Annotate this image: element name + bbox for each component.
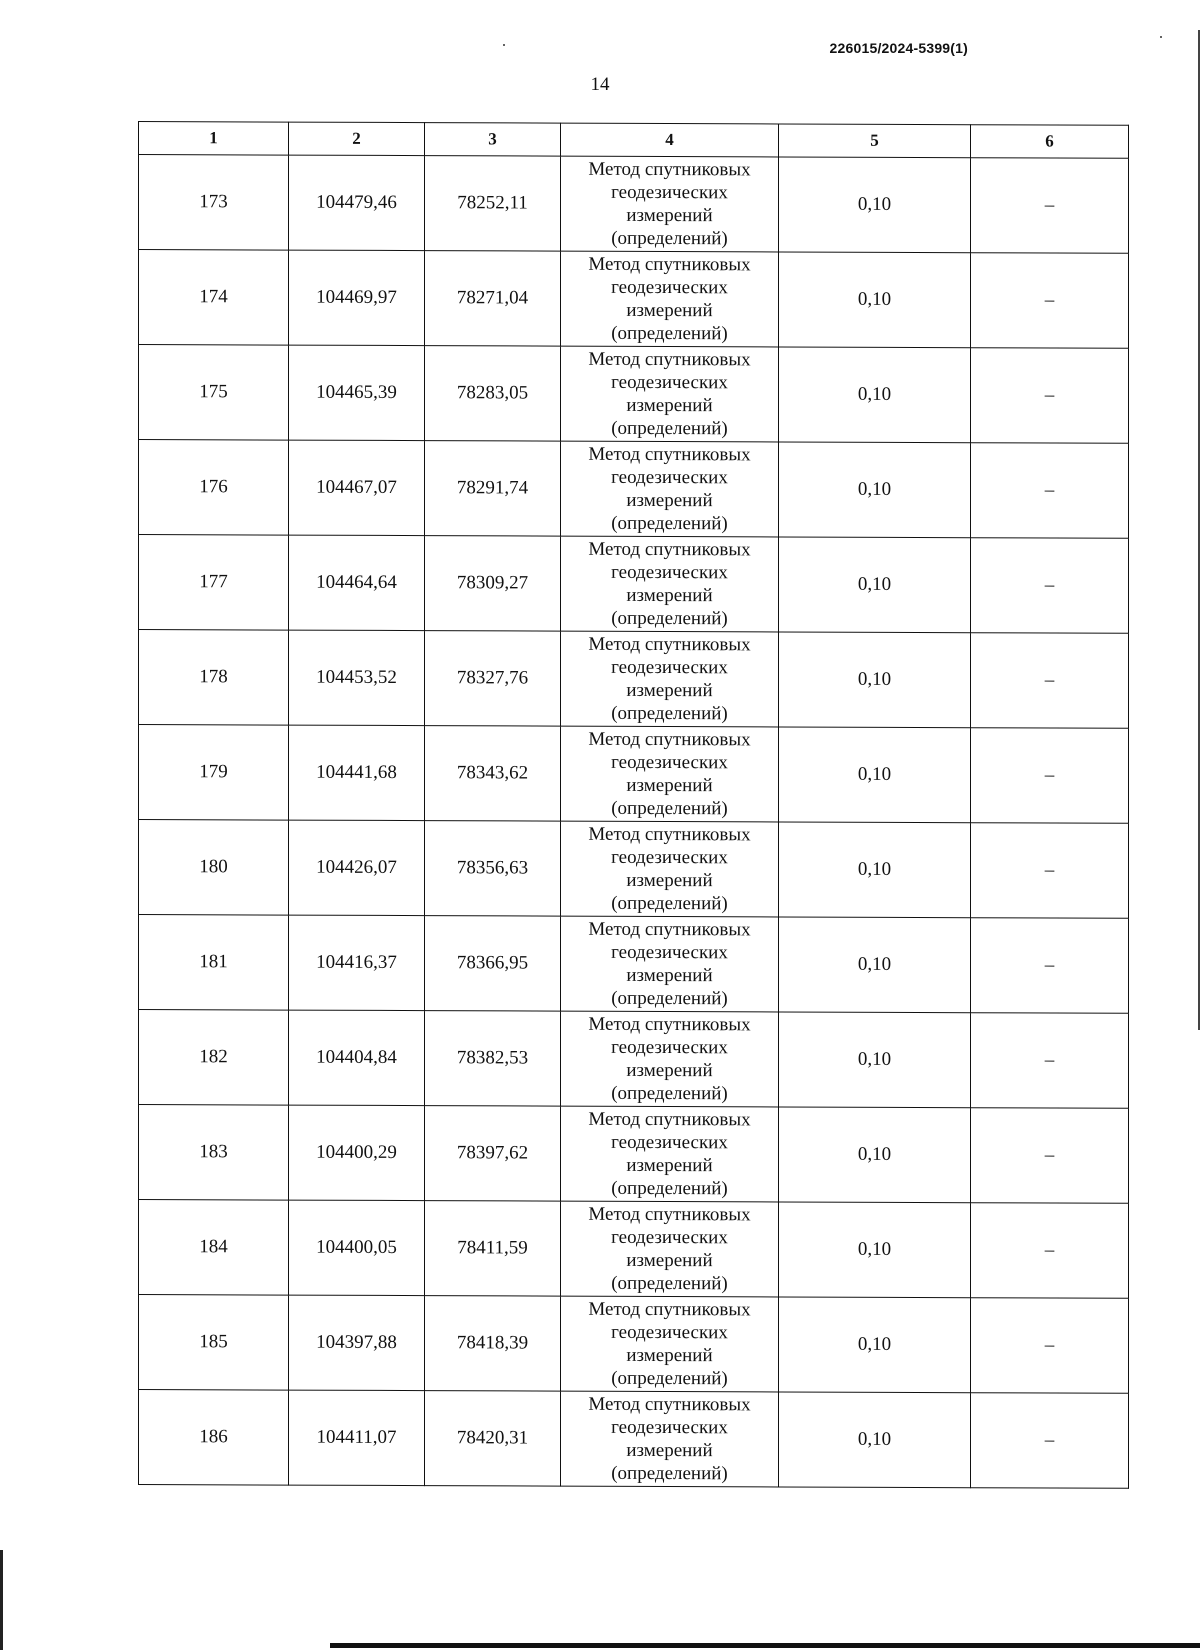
method-line: Метод спутниковых	[588, 1393, 751, 1416]
column-header: 6	[971, 125, 1129, 159]
point-number-cell: 180	[139, 820, 289, 916]
method-line: геодезических	[611, 1131, 728, 1154]
method-line: геодезических	[611, 941, 728, 964]
method-line: измерений	[626, 1154, 713, 1177]
table-body	[139, 155, 1129, 1489]
method-line: измерений	[626, 299, 713, 322]
method-line: Метод спутниковых	[588, 918, 751, 941]
method-line: измерений	[626, 679, 713, 702]
column-header: 2	[289, 122, 425, 156]
coordinate-y-cell: 78271,04	[425, 251, 561, 347]
table-row	[139, 1200, 1129, 1299]
description-cell: –	[971, 918, 1129, 1014]
method-cell	[561, 631, 779, 727]
method-line: Метод спутниковых	[588, 728, 751, 751]
coordinate-y-cell: 78252,11	[425, 156, 561, 252]
method-line: (определений)	[611, 1272, 728, 1295]
point-number-cell: 176	[139, 440, 289, 536]
coordinate-x-cell: 104411,07	[289, 1390, 425, 1486]
point-number-cell: 178	[139, 630, 289, 726]
accuracy-cell: 0,10	[779, 917, 971, 1013]
method-line: (определений)	[611, 227, 728, 250]
method-line: измерений	[626, 394, 713, 417]
coordinate-y-cell: 78309,27	[425, 536, 561, 632]
coordinate-x-cell: 104479,46	[289, 155, 425, 251]
coordinate-x-cell: 104465,39	[289, 345, 425, 441]
accuracy-cell: 0,10	[779, 1202, 971, 1298]
description-cell: –	[971, 823, 1129, 919]
point-number-cell: 175	[139, 345, 289, 441]
table-row	[139, 820, 1129, 919]
accuracy-cell: 0,10	[779, 632, 971, 728]
method-line: (определений)	[611, 417, 728, 440]
coordinate-x-cell: 104426,07	[289, 820, 425, 916]
description-cell: –	[971, 158, 1129, 254]
point-number-cell: 179	[139, 725, 289, 821]
table-row	[139, 345, 1129, 444]
method-cell	[561, 726, 779, 822]
method-line: Метод спутниковых	[588, 1203, 751, 1226]
coordinate-y-cell: 78382,53	[425, 1011, 561, 1107]
method-line: геодезических	[611, 656, 728, 679]
method-line: (определений)	[611, 1082, 728, 1105]
method-line: (определений)	[611, 702, 728, 725]
method-line: измерений	[626, 584, 713, 607]
table-row	[139, 1390, 1129, 1489]
coordinate-x-cell: 104400,05	[289, 1200, 425, 1296]
coordinate-x-cell: 104416,37	[289, 915, 425, 1011]
method-line: измерений	[626, 1059, 713, 1082]
description-cell: –	[971, 443, 1129, 539]
description-cell: –	[971, 253, 1129, 349]
method-line: (определений)	[611, 892, 728, 915]
column-header: 1	[139, 122, 289, 156]
method-line: (определений)	[611, 1462, 728, 1485]
method-line: геодезических	[611, 1321, 728, 1344]
method-cell	[561, 251, 779, 347]
accuracy-cell: 0,10	[779, 442, 971, 538]
coordinate-x-cell: 104469,97	[289, 250, 425, 346]
point-number-cell: 174	[139, 250, 289, 346]
description-cell: –	[971, 538, 1129, 634]
method-cell	[561, 441, 779, 537]
scan-speck	[1160, 36, 1162, 38]
coordinate-x-cell: 104404,84	[289, 1010, 425, 1106]
method-line: геодезических	[611, 1036, 728, 1059]
accuracy-cell: 0,10	[779, 727, 971, 823]
method-line: Метод спутниковых	[588, 1108, 751, 1131]
method-line: Метод спутниковых	[588, 823, 751, 846]
method-line: (определений)	[611, 322, 728, 345]
method-line: геодезических	[611, 1226, 728, 1249]
method-line: геодезических	[611, 846, 728, 869]
description-cell: –	[971, 1393, 1129, 1489]
coordinate-y-cell: 78420,31	[425, 1391, 561, 1487]
coordinates-table-container	[138, 121, 1128, 1489]
method-cell	[561, 1011, 779, 1107]
coordinate-y-cell: 78397,62	[425, 1106, 561, 1202]
coordinate-y-cell: 78343,62	[425, 726, 561, 822]
point-number-cell: 173	[139, 155, 289, 251]
method-line: геодезических	[611, 181, 728, 204]
table-row	[139, 155, 1129, 254]
column-header: 3	[425, 123, 561, 157]
method-cell	[561, 1201, 779, 1297]
coordinate-y-cell: 78418,39	[425, 1296, 561, 1392]
accuracy-cell: 0,10	[779, 1392, 971, 1488]
coordinate-x-cell: 104397,88	[289, 1295, 425, 1391]
page-number: 14	[590, 74, 610, 95]
method-line: геодезических	[611, 466, 728, 489]
method-line: измерений	[626, 204, 713, 227]
coordinate-y-cell: 78283,05	[425, 346, 561, 442]
description-cell: –	[971, 1013, 1129, 1109]
method-line: измерений	[626, 869, 713, 892]
column-header: 4	[561, 123, 779, 157]
method-line: геодезических	[611, 1416, 728, 1439]
method-cell	[561, 536, 779, 632]
method-line: (определений)	[611, 1367, 728, 1390]
coordinate-x-cell: 104441,68	[289, 725, 425, 821]
scan-bottom-edge	[330, 1643, 1200, 1648]
table-row	[139, 440, 1129, 539]
method-line: геодезических	[611, 371, 728, 394]
coordinate-y-cell: 78411,59	[425, 1201, 561, 1297]
point-number-cell: 177	[139, 535, 289, 631]
document-id: 226015/2024-5399(1)	[829, 40, 968, 56]
point-number-cell: 185	[139, 1295, 289, 1391]
coordinates-table	[138, 121, 1129, 1489]
accuracy-cell: 0,10	[779, 347, 971, 443]
accuracy-cell: 0,10	[779, 252, 971, 348]
description-cell: –	[971, 1108, 1129, 1204]
method-line: (определений)	[611, 1177, 728, 1200]
method-line: геодезических	[611, 561, 728, 584]
column-header: 5	[779, 124, 971, 158]
scan-speck	[503, 44, 505, 46]
method-cell	[561, 916, 779, 1012]
method-cell	[561, 821, 779, 917]
coordinate-x-cell: 104400,29	[289, 1105, 425, 1201]
coordinate-x-cell: 104453,52	[289, 630, 425, 726]
method-line: Метод спутниковых	[588, 348, 751, 371]
method-line: геодезических	[611, 751, 728, 774]
description-cell: –	[971, 348, 1129, 444]
method-line: Метод спутниковых	[588, 633, 751, 656]
point-number-cell: 183	[139, 1105, 289, 1201]
coordinate-y-cell: 78327,76	[425, 631, 561, 727]
point-number-cell: 184	[139, 1200, 289, 1296]
coordinate-x-cell: 104467,07	[289, 440, 425, 536]
method-line: (определений)	[611, 797, 728, 820]
description-cell: –	[971, 633, 1129, 729]
method-line: Метод спутниковых	[588, 158, 751, 181]
method-line: геодезических	[611, 276, 728, 299]
method-line: (определений)	[611, 512, 728, 535]
method-cell	[561, 1106, 779, 1202]
method-cell	[561, 346, 779, 442]
method-cell	[561, 156, 779, 252]
coordinate-y-cell: 78291,74	[425, 441, 561, 537]
method-line: (определений)	[611, 607, 728, 630]
table-row	[139, 535, 1129, 634]
table-row	[139, 250, 1129, 349]
coordinate-x-cell: 104464,64	[289, 535, 425, 631]
method-line: Метод спутниковых	[588, 253, 751, 276]
table-row	[139, 1105, 1129, 1204]
method-line: измерений	[626, 1439, 713, 1462]
method-line: Метод спутниковых	[588, 443, 751, 466]
coordinate-y-cell: 78356,63	[425, 821, 561, 917]
description-cell: –	[971, 1298, 1129, 1394]
point-number-cell: 186	[139, 1390, 289, 1486]
accuracy-cell: 0,10	[779, 1297, 971, 1393]
table-row	[139, 725, 1129, 824]
accuracy-cell: 0,10	[779, 1012, 971, 1108]
method-line: Метод спутниковых	[588, 1013, 751, 1036]
method-line: измерений	[626, 964, 713, 987]
table-row	[139, 1295, 1129, 1394]
method-line: Метод спутниковых	[588, 538, 751, 561]
method-line: измерений	[626, 1249, 713, 1272]
accuracy-cell: 0,10	[779, 537, 971, 633]
point-number-cell: 182	[139, 1010, 289, 1106]
table-header-row	[139, 122, 1129, 159]
method-cell	[561, 1391, 779, 1487]
point-number-cell: 181	[139, 915, 289, 1011]
method-line: измерений	[626, 489, 713, 512]
table-row	[139, 1010, 1129, 1109]
method-line: измерений	[626, 1344, 713, 1367]
accuracy-cell: 0,10	[779, 1107, 971, 1203]
accuracy-cell: 0,10	[779, 822, 971, 918]
description-cell: –	[971, 728, 1129, 824]
method-cell	[561, 1296, 779, 1392]
accuracy-cell: 0,10	[779, 157, 971, 253]
scan-left-edge	[0, 1550, 3, 1650]
description-cell: –	[971, 1203, 1129, 1299]
table-row	[139, 630, 1129, 729]
coordinate-y-cell: 78366,95	[425, 916, 561, 1012]
method-line: (определений)	[611, 987, 728, 1010]
table-row	[139, 915, 1129, 1014]
method-line: Метод спутниковых	[588, 1298, 751, 1321]
method-line: измерений	[626, 774, 713, 797]
